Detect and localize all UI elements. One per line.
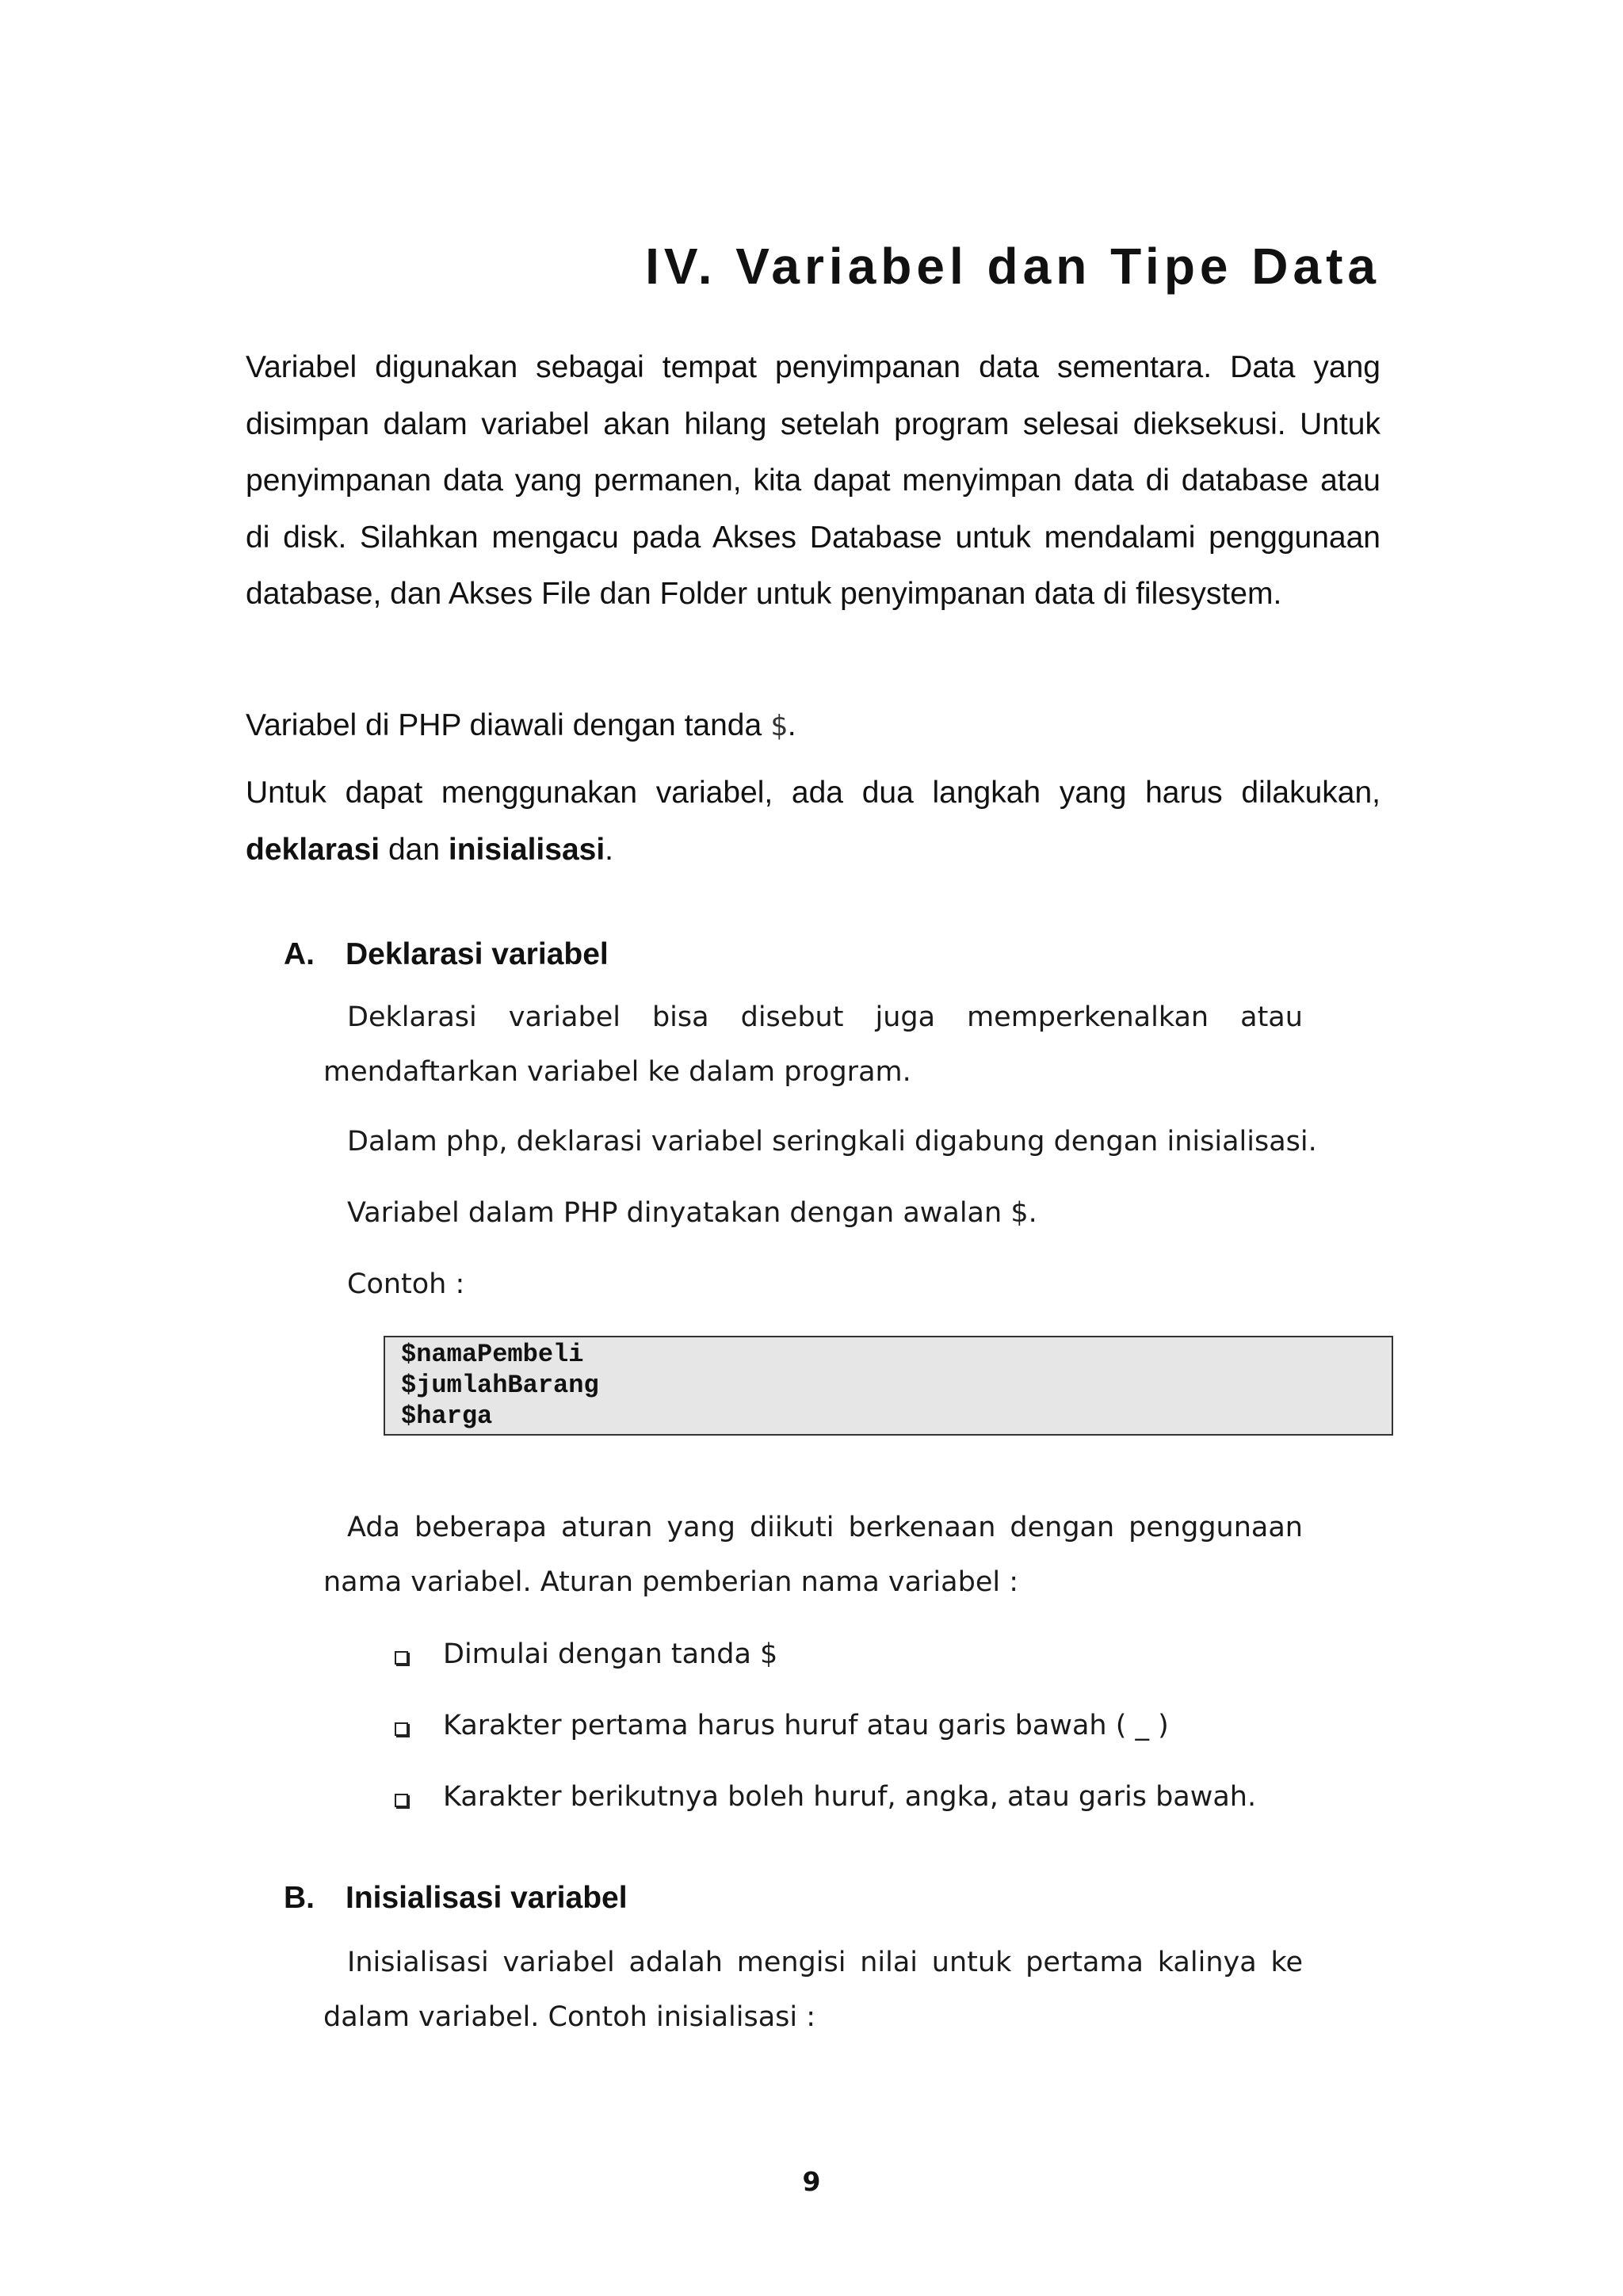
intro-p3-mid: dan — [380, 832, 449, 867]
checkbox-bullet-icon — [395, 1794, 408, 1807]
word: variabel — [508, 1001, 621, 1033]
section-b-title: Inisialisasi variabel — [346, 1881, 628, 1915]
justified-line — [323, 990, 1303, 1045]
code-block — [384, 1336, 1393, 1436]
section-b-paragraph-1: Inisialisasi variabel adalah mengisi nilai untuk pertama kalinya ke dalam variabel. Contoh inisialisasi : — [323, 1947, 1303, 2033]
section-a-paragraph-4: Contoh : — [347, 1268, 465, 1300]
section-b-letter: B. — [284, 1881, 315, 1915]
rule-text: Karakter berikutnya boleh huruf, angka, atau garis bawah. — [443, 1781, 1257, 1813]
chapter-title: IV. Variabel dan Tipe Data — [645, 238, 1381, 295]
section-a-paragraph-3: Variabel dalam PHP dinyatakan dengan awalan $. — [347, 1197, 1037, 1229]
word: Deklarasi — [347, 1001, 477, 1033]
word: disebut — [740, 1001, 844, 1033]
section-a-paragraph-1 — [323, 990, 1303, 1100]
word: bisa — [651, 1001, 709, 1033]
section-a-paragraph-5: Ada beberapa aturan yang diikuti berkenaan dengan penggunaan nama variabel. Aturan pemberian nama variabel : — [323, 1512, 1303, 1598]
section-b-heading — [284, 1878, 628, 1918]
word: atau — [1240, 1001, 1303, 1033]
term-inisialisasi: inisialisasi — [448, 832, 605, 867]
rule-text: Karakter pertama harus huruf atau garis bawah ( _ ) — [443, 1710, 1169, 1741]
paragraph-line-2: mendaftarkan variabel ke dalam program. — [323, 1056, 911, 1088]
intro-p3-end: . — [605, 832, 614, 867]
intro-p2-end: . — [787, 708, 796, 742]
rule-list-item — [395, 1706, 1169, 1745]
section-a-heading — [284, 935, 609, 974]
page-number: 9 — [802, 2166, 821, 2197]
checkbox-bullet-icon — [395, 1651, 408, 1665]
section-a-paragraph-2: Dalam php, deklarasi variabel seringkali digabung dengan inisialisasi. — [347, 1126, 1317, 1158]
intro-p3-text: Untuk dapat menggunakan variabel, ada dua langkah yang harus dilakukan, — [246, 776, 1381, 810]
rule-list-item — [395, 1634, 777, 1674]
section-a-letter: A. — [284, 937, 315, 971]
intro-paragraph-1: Variabel digunakan sebagai tempat penyimpanan data sementara. Data yang disimpan dalam variabel akan hilang setelah program selesai dieksekusi. Untuk penyimpanan data yang permanen, kita dapat menyimpan data di database atau di disk. Silahkan mengacu pada Akses Database untuk mendalami penggunaan database, dan Akses File dan Folder untuk penyimpanan data di filesystem. — [246, 350, 1381, 611]
intro-paragraph-2 — [246, 697, 1381, 755]
rule-list-item — [395, 1777, 1256, 1817]
section-a-title: Deklarasi variabel — [346, 937, 609, 971]
dollar-symbol: $ — [770, 710, 788, 742]
rule-text: Dimulai dengan tanda $ — [443, 1638, 778, 1670]
word: juga — [875, 1001, 936, 1033]
code-line: $harga — [401, 1402, 493, 1431]
intro-p2-text: Variabel di PHP diawali dengan tanda — [246, 708, 771, 742]
intro-paragraph-3 — [246, 765, 1381, 878]
word: memperkenalkan — [967, 1001, 1209, 1033]
code-line: $namaPembeli — [401, 1340, 584, 1369]
code-line: $jumlahBarang — [401, 1371, 599, 1400]
term-deklarasi: deklarasi — [246, 832, 380, 867]
checkbox-bullet-icon — [395, 1722, 408, 1736]
